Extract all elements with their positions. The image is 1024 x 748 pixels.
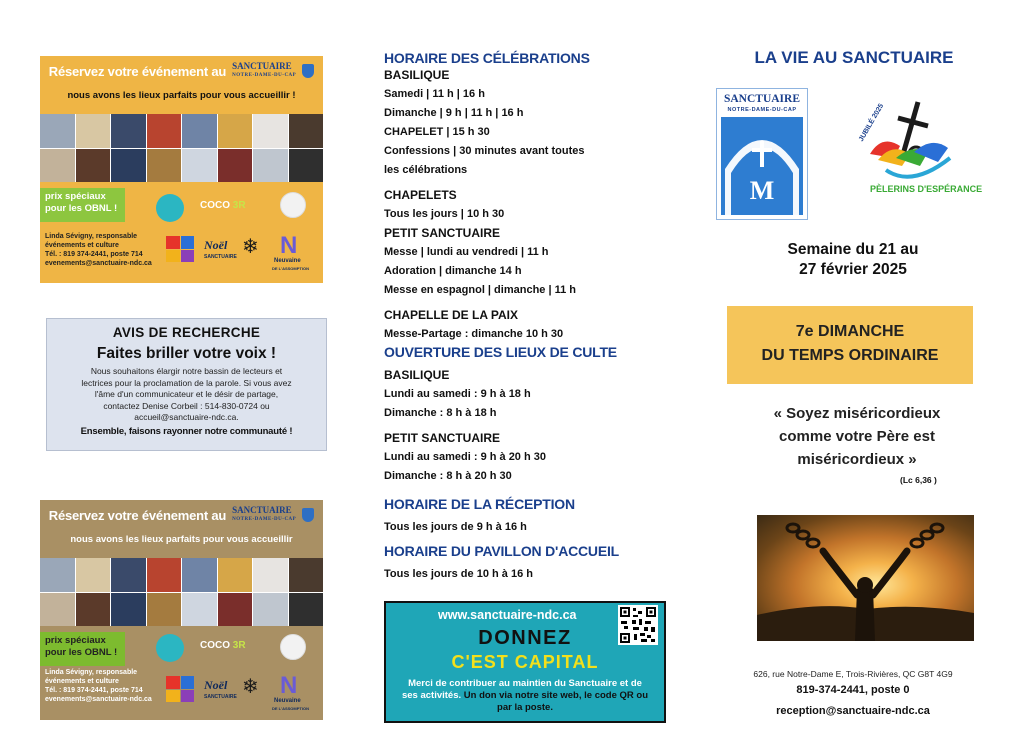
neuvaine-logo-sub: DE L'ASSOMPTION (272, 706, 309, 711)
avis-footer: Ensemble, faisons rayonner notre communauté ! (80, 425, 293, 437)
ad-header (40, 56, 323, 114)
ad-brand-sub: NOTRE-DAME-DU-CAP (232, 517, 297, 522)
ad-footer (40, 182, 323, 283)
avis-line: Nous souhaitons élargir notre bassin de lecteurs et (90, 366, 283, 376)
schedule-line: Messe | lundi au vendredi | 11 h (384, 246, 549, 258)
schedule-line: Samedi | 11 h | 16 h (384, 88, 485, 100)
jubile-motto: PÈLERINS D'ESPÉRANCE (870, 184, 983, 194)
schedule-column (384, 50, 684, 584)
donation-url[interactable]: www.sanctuaire-ndc.ca (438, 608, 577, 622)
avis-body (55, 366, 318, 424)
avis-line: accueil@sanctuaire-ndc.ca. (134, 412, 239, 422)
chapel-logo-icon (156, 634, 184, 662)
neuvaine-logo-label: Neuvaine (274, 258, 301, 264)
avis-de-recherche (46, 318, 327, 451)
ad-contact (45, 232, 152, 268)
sunday-line: DU TEMPS ORDINAIRE (761, 347, 939, 364)
week-line: Semaine du 21 au (787, 241, 919, 258)
noel-logo-sub: SANCTUAIRE (204, 254, 237, 260)
ad-photo-collage (40, 558, 323, 626)
coco-logo-text: COCO (200, 640, 230, 651)
logo-sub: NOTRE-DAME-DU-CAP (727, 107, 797, 113)
logo-name: SANCTUAIRE (723, 93, 801, 105)
donation-methods: Un don via notre site web, le code QR ou par la poste. (463, 690, 649, 713)
horaire-basilique-head: BASILIQUE (384, 68, 450, 82)
church-arch-icon (721, 117, 803, 215)
schedule-line: Messe-Partage : dimanche 10 h 30 (384, 328, 564, 340)
neuvaine-logo-label: Neuvaine (274, 698, 301, 704)
quote-line: miséricordieux » (797, 451, 917, 468)
ad-brand-name: SANCTUAIRE (232, 505, 292, 515)
contact-phone: Tél. : 819 374-2441, poste 714 (45, 251, 143, 258)
donation-box (384, 601, 666, 723)
ornament-logo-icon (280, 192, 306, 218)
avis-title: AVIS DE RECHERCHE (112, 325, 261, 340)
ad-photo-collage (40, 114, 323, 182)
horaire-chapelets-head: CHAPELETS (384, 188, 457, 202)
shield-icon (302, 508, 314, 522)
ad-brand-logo (232, 506, 296, 524)
snowflake-icon: ❄ (242, 676, 259, 698)
sunday-line: 7e DIMANCHE (795, 323, 905, 340)
phone[interactable]: 819-374-2441, poste 0 (796, 684, 910, 696)
ad-header (40, 500, 323, 558)
horaire-petit-head: PETIT SANCTUAIRE (384, 226, 501, 240)
event-ad-orange (40, 56, 323, 283)
svg-text:M: M (749, 176, 775, 205)
neuvaine-logo-sub: DE L'ASSOMPTION (272, 266, 309, 271)
noel-logo: Noël (204, 678, 228, 692)
broken-chains-photo (757, 515, 974, 641)
ad-contact (45, 668, 152, 704)
contact-role: événements et culture (45, 678, 119, 685)
contact-name: Linda Sévigny, responsable (45, 669, 138, 676)
snowflake-icon: ❄ (242, 236, 259, 258)
schedule-line: Dimanche : 8 h à 20 h 30 (384, 470, 512, 482)
ad-price-line: prix spéciaux (45, 191, 106, 202)
gospel-quote (740, 402, 974, 471)
ad-brand-name: SANCTUAIRE (232, 61, 292, 71)
coco-logo (200, 200, 246, 211)
noel-logo: Noël (204, 238, 228, 252)
schedule-line: Messe en espagnol | dimanche | 11 h (384, 284, 577, 296)
avis-line: contactez Denise Corbeil : 514-830-0724 ou (103, 400, 270, 411)
quote-line: comme votre Père est (779, 428, 935, 445)
schedule-line: Adoration | dimanche 14 h (384, 265, 522, 277)
schedule-line: Lundi au samedi : 9 h à 18 h (384, 388, 531, 400)
donation-thanks: Merci de contribuer au maintien du Sanctuaire et de ses activités. (401, 678, 642, 701)
schedule-line: Lundi au samedi : 9 h à 20 h 30 (384, 451, 546, 463)
donation-title: DONNEZ (478, 627, 572, 649)
event-ad-tan (40, 500, 323, 720)
contact-email: evenements@sanctuaire-ndc.ca (45, 696, 152, 703)
ad-price-line: prix spéciaux (45, 635, 106, 646)
coco-logo-suffix: 3R (232, 640, 246, 651)
donation-capital: C'EST CAPITAL (451, 652, 599, 672)
shield-icon (302, 64, 314, 78)
contact-role: événements et culture (45, 242, 119, 249)
donation-text (400, 678, 650, 714)
ouverture-title: OUVERTURE DES LIEUX DE CULTE (384, 344, 617, 360)
schedule-line: Dimanche : 8 h à 18 h (384, 407, 497, 419)
sunday-banner (727, 306, 973, 384)
horaire-paix-head: CHAPELLE DE LA PAIX (384, 308, 519, 322)
ornament-logo-icon (280, 634, 306, 660)
partner-logos (150, 186, 317, 279)
partner-logos (150, 630, 317, 716)
quote-line: « Soyez miséricordieux (773, 405, 941, 422)
horaire-title: HORAIRE DES CÉLÉBRATIONS (384, 50, 590, 66)
week-line: 27 février 2025 (799, 261, 907, 278)
noel-logo-sub: SANCTUAIRE (204, 694, 237, 700)
week-dates (730, 240, 976, 280)
ouverture-petit-head: PETIT SANCTUAIRE (384, 431, 501, 445)
ad-brand-logo (232, 62, 296, 80)
gospel-reference: (Lc 6,36 ) (900, 475, 937, 485)
address: 626, rue Notre-Dame E, Trois-Rivières, QC G8T 4G9 (753, 669, 953, 679)
reception-title: HORAIRE DE LA RÉCEPTION (384, 496, 575, 512)
ad-subline: nous avons les lieux parfaits pour vous accueillir (70, 534, 293, 545)
schedule-line: les célébrations (384, 164, 468, 176)
contact-email: evenements@sanctuaire-ndc.ca (45, 260, 152, 267)
contact-name: Linda Sévigny, responsable (45, 233, 138, 240)
neuvaine-logo-icon: N (280, 232, 298, 259)
ad-brand-sub: NOTRE-DAME-DU-CAP (232, 73, 297, 78)
reception-hours: Tous les jours de 9 h à 16 h (384, 521, 527, 533)
coco-logo (200, 640, 246, 651)
schedule-line: Tous les jours | 10 h 30 (384, 208, 505, 220)
schedule-line: Confessions | 30 minutes avant toutes (384, 145, 585, 157)
ad-headline: Réservez votre événement au (48, 507, 227, 523)
jubile-2025-logo (856, 96, 983, 204)
ad-footer (40, 626, 323, 720)
ouverture-basilique-head: BASILIQUE (384, 368, 450, 382)
jubile-year: JUBILÉ 2025 (857, 102, 886, 143)
coco-logo-suffix: 3R (232, 200, 246, 211)
schedule-line: Dimanche | 9 h | 11 h | 16 h (384, 107, 524, 119)
email[interactable]: reception@sanctuaire-ndc.ca (776, 705, 930, 717)
ad-price-badge (40, 632, 125, 666)
ad-headline: Réservez votre événement au (48, 63, 227, 79)
coco-logo-text: COCO (200, 200, 230, 211)
avis-subtitle: Faites briller votre voix ! (96, 345, 277, 362)
page-title: LA VIE AU SANCTUAIRE (754, 48, 954, 67)
avis-line: lectrices pour la proclamation de la parole. Si vous avez (81, 377, 292, 388)
neuvaine-logo-icon: N (280, 672, 298, 699)
avis-line: l'âme d'un communicateur et le désir de partage, (94, 389, 279, 399)
contact-phone: Tél. : 819 374-2441, poste 714 (45, 687, 143, 694)
ad-price-badge (40, 188, 125, 222)
ad-subline: nous avons les lieux parfaits pour vous accueillir ! (67, 90, 296, 101)
chapel-logo-icon (156, 194, 184, 222)
puzzle-logo-icon (166, 236, 194, 262)
sanctuaire-logo (716, 88, 808, 220)
ad-price-line: pour les OBNL ! (45, 203, 118, 214)
pavillon-hours: Tous les jours de 10 h à 16 h (384, 568, 533, 580)
puzzle-logo-icon (166, 676, 194, 702)
schedule-line: CHAPELET | 15 h 30 (384, 126, 490, 138)
ad-price-line: pour les OBNL ! (45, 647, 118, 658)
pavillon-title: HORAIRE DU PAVILLON D'ACCUEIL (384, 543, 620, 559)
